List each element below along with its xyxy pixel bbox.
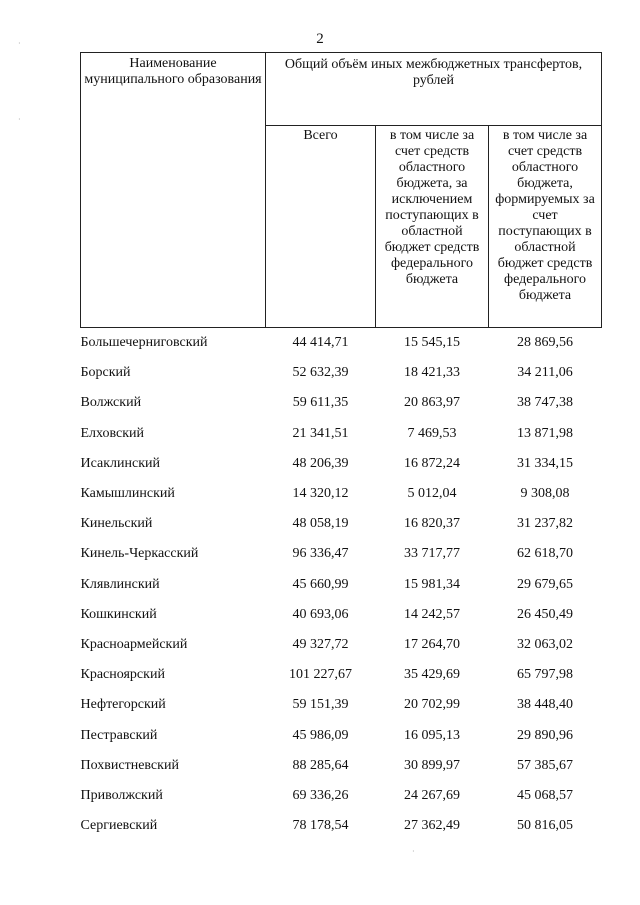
table-row [81, 690, 602, 720]
regional-amount: 35 429,69 [404, 667, 460, 683]
table-row [81, 539, 602, 569]
table-row [81, 720, 602, 750]
federal-amount: 31 237,82 [517, 516, 574, 532]
total-amount: 78 178,54 [292, 818, 349, 834]
table-row [81, 781, 602, 811]
regional-amount: 7 469,53 [407, 425, 457, 441]
regional-amount: 14 242,57 [404, 606, 460, 622]
total-amount: 45 660,99 [292, 576, 349, 592]
table-row [81, 479, 602, 509]
header-regional-funds: в том числе за счет средств областного бюджета, за исключением поступающих в областной бюджет средств федерального бюджета [376, 126, 489, 328]
regional-amount: 5 012,04 [407, 486, 457, 502]
municipality-name: Большечерниговский [80, 335, 208, 351]
table-row [81, 419, 602, 449]
regional-amount: 16 872,24 [404, 455, 460, 471]
federal-amount: 29 890,96 [517, 727, 574, 743]
regional-amount: 33 717,77 [404, 546, 460, 562]
federal-amount: 29 679,65 [517, 576, 574, 592]
municipality-name: Нефтегорский [80, 697, 166, 713]
page-number: 2 [316, 31, 324, 47]
regional-amount: 27 362,49 [404, 818, 460, 834]
total-amount: 88 285,64 [292, 757, 349, 773]
municipality-name: Борский [80, 365, 131, 381]
federal-amount: 38 747,38 [517, 395, 574, 411]
header-total-transfers: Общий объём иных межбюджетных трансфертов, рублей [266, 53, 602, 126]
header-total: Всего [266, 126, 376, 328]
federal-amount: 38 448,40 [517, 697, 574, 713]
total-amount: 40 693,06 [292, 606, 349, 622]
municipality-name: Исаклинский [80, 455, 160, 471]
regional-amount: 16 820,37 [404, 516, 460, 532]
table-row [81, 388, 602, 418]
federal-amount: 13 871,98 [517, 425, 574, 441]
municipality-name: Сергиевский [80, 818, 158, 834]
table-row [81, 449, 602, 479]
federal-amount: 45 068,57 [517, 787, 574, 803]
federal-amount: 32 063,02 [517, 636, 574, 652]
municipality-name: Клявлинский [80, 576, 160, 592]
municipality-name: Приволжский [80, 787, 163, 803]
transfers-table [80, 52, 602, 841]
municipality-name: Кошкинский [80, 606, 157, 622]
municipality-name: Красноярский [80, 667, 165, 683]
total-amount: 14 320,12 [292, 486, 349, 502]
municipality-name: Кинельский [80, 516, 153, 532]
table-row [81, 600, 602, 630]
regional-amount: 20 863,97 [404, 395, 460, 411]
table-row [81, 811, 602, 841]
total-amount: 48 058,19 [292, 516, 349, 532]
total-amount: 44 414,71 [292, 335, 349, 351]
municipality-name: Волжский [80, 395, 142, 411]
regional-amount: 16 095,13 [404, 727, 460, 743]
federal-amount: 50 816,05 [517, 818, 574, 834]
total-amount: 21 341,51 [292, 425, 349, 441]
municipality-name: Красноармейский [80, 636, 188, 652]
table-row [81, 630, 602, 660]
total-amount: 52 632,39 [292, 365, 349, 381]
total-amount: 101 227,67 [289, 667, 352, 683]
total-amount: 96 336,47 [292, 546, 349, 562]
table-row [81, 328, 602, 359]
regional-amount: 24 267,69 [404, 787, 460, 803]
total-amount: 69 336,26 [292, 787, 349, 803]
table-row [81, 660, 602, 690]
total-amount: 48 206,39 [292, 455, 349, 471]
federal-amount: 57 385,67 [517, 757, 574, 773]
municipality-name: Елховский [80, 425, 145, 441]
table-row [81, 570, 602, 600]
total-amount: 49 327,72 [292, 636, 349, 652]
federal-amount: 26 450,49 [517, 606, 574, 622]
regional-amount: 17 264,70 [404, 636, 460, 652]
regional-amount: 30 899,97 [404, 757, 460, 773]
margin-mark: · [412, 847, 415, 856]
federal-amount: 62 618,70 [517, 546, 574, 562]
municipality-name: Пестравский [80, 727, 158, 743]
margin-mark: · [18, 39, 21, 48]
margin-mark: · [18, 115, 21, 124]
table-row [81, 509, 602, 539]
federal-amount: 65 797,98 [517, 667, 574, 683]
federal-amount: 9 308,08 [520, 486, 570, 502]
regional-amount: 18 421,33 [404, 365, 460, 381]
header-municipality: Наименование муниципального образования [81, 53, 266, 328]
municipality-name: Похвистневский [80, 757, 179, 773]
total-amount: 59 151,39 [292, 697, 349, 713]
header-federal-funds: в том числе за счет средств областного бюджета, формируемых за счет поступающих в областной бюджет средств федерального бюджета [489, 126, 602, 328]
total-amount: 45 986,09 [292, 727, 349, 743]
federal-amount: 34 211,06 [517, 365, 573, 381]
regional-amount: 20 702,99 [404, 697, 460, 713]
regional-amount: 15 981,34 [404, 576, 460, 592]
municipality-name: Камышлинский [80, 486, 175, 502]
federal-amount: 31 334,15 [517, 455, 574, 471]
federal-amount: 28 869,56 [517, 335, 574, 351]
municipality-name: Кинель-Черкасский [80, 546, 199, 562]
regional-amount: 15 545,15 [404, 335, 460, 351]
table-row [81, 751, 602, 781]
total-amount: 59 611,35 [292, 395, 349, 411]
table-row [81, 358, 602, 388]
